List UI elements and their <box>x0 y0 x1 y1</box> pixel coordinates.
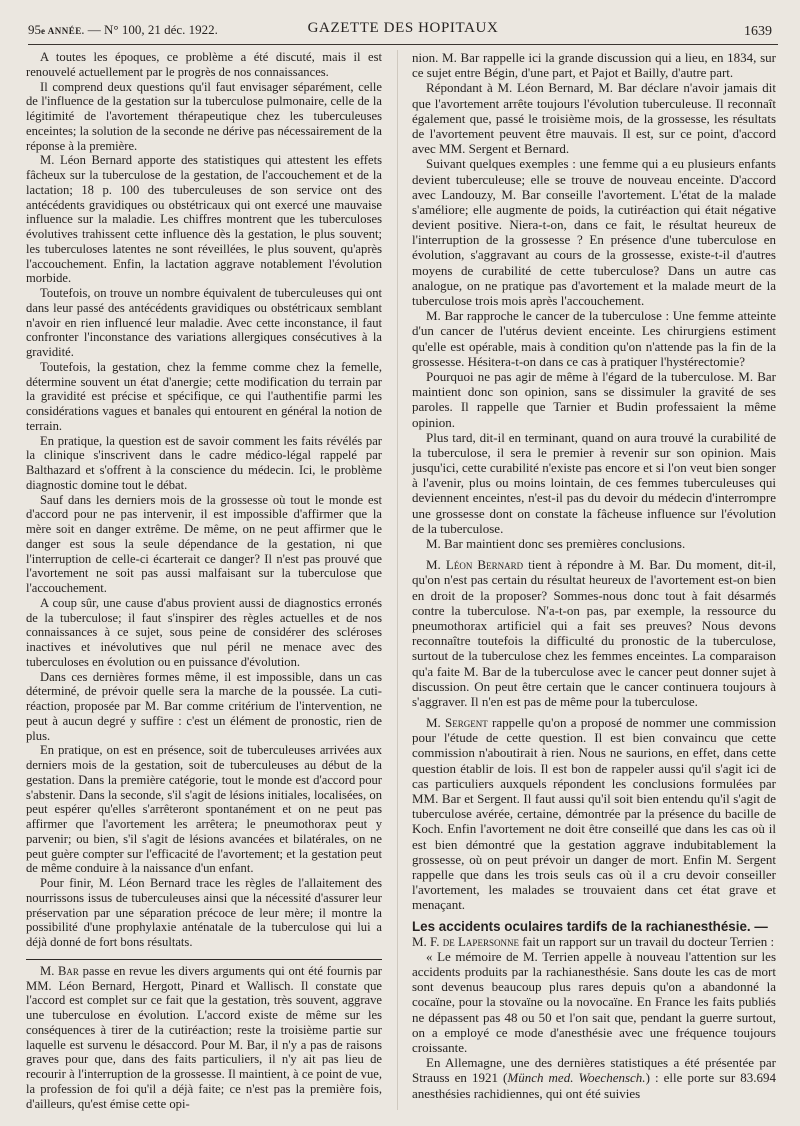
paragraph <box>412 715 776 912</box>
journal-title: GAZETTE DES HOPITAUX <box>307 20 499 36</box>
page-number: 1639 <box>744 24 772 39</box>
speaker-name: M. Bar <box>40 963 79 978</box>
paragraph <box>412 557 776 709</box>
left-column <box>26 50 382 1111</box>
paragraph-text: passe en revue les divers arguments qui ont été fournis par MM. Léon Bernard, Hergott, Pinard et Wallisch. Il constate que l'accord est complet sur ce fait que la gestation, très souvent, aggrave une tuberculose en évolution. L'accord existe de même sur les conséquences à tirer de la cutiréaction; reste la troisième partie sur laquelle est survenu le désaccord. Pour M. Bar, il n'y a pas de raisons graves pour que, dans des faits particuliers, il n'y ait pas lieu de recourir à l'interruption de la grossesse. Il maintient, à ce point de vue, la profession de foi qu'il a déjà faite; ce n'est pas la première fois, d'ailleurs, qu'est émise cette opi- <box>26 963 382 1111</box>
speaker-name: M. Léon Bernard <box>426 557 524 573</box>
paragraph <box>412 934 776 949</box>
paragraph: Dans ces dernières formes même, il est impossible, dans un cas déterminé, de prévoir quelle sera la marche de la poussée. La cuti-réaction, proposée par M. Bar comme critérium de l'intervention, ne peut à aucun degré y suffire : c'est un élément de pronostic, rien de plus. <box>26 669 382 743</box>
paragraph: Toutefois, la gestation, chez la femme comme chez la femelle, détermine souvent un état d'anergie; cette modification du terrain par la gravidité est précise et spécifique, ce qui l'authentifie parmi les considérations vagues et banales qui entourent en général la notion de terrain. <box>26 359 382 433</box>
speaker-name: M. Sergent <box>426 715 488 731</box>
section-dash: — <box>750 918 768 934</box>
paragraph: Sauf dans les derniers mois de la grossesse où tout le monde est d'accord pour ne pas intervenir, il est impossible d'affirmer que la mère soit en danger extrême. De même, on ne peut affirmer que le danger est sous la seule dépendance de la gestation, ni que l'interruption de celle-ci écarterait ce danger? Il n'est pas prouvé que l'avortement ne soit pas aussi malfaisant sur la tuberculose que l'accouchement. <box>26 492 382 595</box>
paragraph: nion. M. Bar rappelle ici la grande discussion qui a lieu, en 1834, sur ce sujet entre Bégin, d'une part, et Pajot et Bailly, d'autre part. <box>412 50 776 81</box>
column-divider <box>397 50 398 1110</box>
page-header <box>28 8 778 45</box>
paragraph: A toutes les époques, ce problème a été discuté, mais il est renouvelé actuellement par le progrès de nos connaissances. <box>26 50 382 79</box>
paragraph: Pourquoi ne pas agir de même à l'égard de la tuberculose. M. Bar maintient donc son opinion, sans se dissimuler la gravité de ses paroles. Il rappelle que Tarnier et Budin professaient la même opinion. <box>412 368 776 430</box>
paragraph: Il comprend deux questions qu'il faut envisager séparément, celle de l'influence de la gestation sur la tuberculose pulmonaire, celle de la légitimité de l'avortement thérapeutique chez les tuberculeuses enceintes; la solution de la seconde ne dérive pas nécessairement de la réponse à la première. <box>26 79 382 153</box>
paragraph-text: fait un rapport sur un travail du docteur Terrien : <box>518 933 775 949</box>
paragraph <box>26 964 382 1112</box>
paragraph: Suivant quelques exemples : une femme qui a eu plusieurs enfants devient tuberculeuse; elle se trouve de nouveau enceinte. D'accord avec Landouzy, M. Bar conseille l'avortement. L'état de la malade s'améliore; elle augmente de poids, la cutiréaction qui était négative devient positive. Niera-t-on, dans ce fait, le résultat heureux de l'interruption de la grossesse ? En présence d'une tuberculose en évolution, s'aggravant au cours de la grossesse, existe-t-il d'autres moyens de curabilité de cette tuberculose? Dans un autre cas analogue, on ne pratique pas d'avortement et la malade meurt de la tuberculose trois mois après l'accouchement. <box>412 156 776 308</box>
paragraph <box>412 1055 776 1101</box>
paragraph: « Le mémoire de M. Terrien appelle à nouveau l'attention sur les accidents produits par la rachianesthésie. Sans doute les cas de mort sont devenus beaucoup plus rares depuis qu'on a abandonné la cocaïne, pour la stovaïne ou la novocaïne. En France les faits publiés ne dépassent pas 48 ou 50 et l'on sait que, pendant la guerre surtout, on a employé ce mode d'anesthésie avec une fréquence toujours croissante. <box>412 948 776 1055</box>
section-rule <box>26 959 382 960</box>
paragraph-text: rappelle qu'on a proposé de nommer une commission pour l'étude de cette question. Il est bien convaincu que cette commission n'aboutirait à rien. Nous ne saurions, en effet, dans cette question établir de lois. Il est bon de rappeler aussi qu'il s'agit ici de cas particuliers auxquels répondent les conclusions formulées par MM. Bar et Sergent. Il faut aussi qu'il soit bien entendu qu'il s'agit de tuberculose avérée, certaine, démontrée par la présence du bacille de Koch. Enfin l'avortement ne doit être conseillé que dans les cas où il est bien démontré que la gestation aggrave indubitablement la grossesse, où on peut prévoir un danger de mort. Enfin M. Sergent rappelle que dans les trois seuls cas où il a cru devoir conseiller l'avortement, les malades se trouvaient dans cet état grave et menaçant. <box>412 715 776 913</box>
paragraph: M. Bar rapproche le cancer de la tuberculose : Une femme atteinte d'un cancer de l'utérus devient enceinte. Les chirurgiens estiment qu'elle est opérable, mais à condition qu'on n'attende pas la fin de la grossesse. Hésitera-t-on dans ce cas à pratiquer l'hystérectomie? <box>412 308 776 369</box>
paragraph: A coup sûr, une cause d'abus provient aussi de diagnostics erronés de la tuberculose; il faut s'inspirer des règles actuelles et de nos connaissances à ce sujet, sous peine de considérer des scléroses inactives et inévolutives que nul péril ne menace avec des tuberculoses en évolution ou en puissance d'évolution. <box>26 595 382 669</box>
paragraph: En pratique, on est en présence, soit de tuberculeuses arrivées aux derniers mois de la gestation, soit de tuberculeuses au début de la gestation. Dans la première catégorie, tout le monde est d'accord pour s'abstenir. Dans la seconde, s'il s'agit de lésions initiales, localisées, on peut espérer qu'elles s'arrêteront spontanément et on ne peut pas affirmer que l'avortement les arrêtera; le pneumothorax peut y parvenir; ou bien, s'il s'agit de lésions avancées et bilatérales, on ne peut guère compter sur l'efficacité de l'avortement; et la gestation peut de même conduire à la naissance d'un enfant. <box>26 743 382 876</box>
right-column <box>412 50 776 1101</box>
paragraph: Répondant à M. Léon Bernard, M. Bar déclare n'avoir jamais dit que l'avortement arrête toujours l'évolution tuberculeuse. Il reconnaît également que, passé le troisième mois, de la grossesse, les résultats de l'avortement peuvent être mauvais. Il est, sur ce point, d'accord avec MM. Sergent et Bernard. <box>412 80 776 157</box>
speaker-name: M. F. de Lapersonne <box>412 933 519 949</box>
year-number: 95 <box>28 22 41 37</box>
year-word: e ANNÉE. <box>41 26 85 36</box>
paragraph: Pour finir, M. Léon Bernard trace les règles de l'allaitement des nourrissons issus de tuberculeuses ainsi que la nécessité d'assurer leur préservation par une séparation précoce de leur mère; il montre la possibilité d'une prophylaxie anténatale de la tuberculose qui lui a déjà donné de fort bons résultats. <box>26 876 382 949</box>
paragraph: M. Bar maintient donc ses premières conclusions. <box>426 536 686 551</box>
paragraph: M. Léon Bernard apporte des statistiques qui attestent les effets fâcheux sur la tuberculose de la gestation, de l'accouchement et de la lactation; 18 p. 100 des tuberculeuses de son service ont des antécédents gravidiques ou obstétricaux qui ont exercé une mauvaise influence sur la maladie. Les chiffres montrent que les tuberculoses évolutives trahissent cette influence dès la gestation, le plus souvent; les tuberculoses latentes ne sont réveillées, le plus souvent, qu'après l'accouchement. Enfin, la lactation aggrave notablement l'évolution morbide. <box>26 153 382 286</box>
section-title: Les accidents oculaires tardifs de la rachianesthésie. <box>412 918 751 934</box>
paragraph: En pratique, la question est de savoir comment les faits révélés par la clinique s'inscrivent dans le cadre médico-légal rappelé par Balthazard et s'offrent à la conscience du médecin. Ici, le problème diagnostic domine tout le débat. <box>26 433 382 492</box>
section-heading <box>412 919 776 934</box>
paragraph-text: En Allemagne, une des dernières statistiques a été présentée par Strauss en 1921 ( <box>412 1055 776 1086</box>
paragraph: Toutefois, on trouve un nombre équivalent de tuberculeuses qui ont dans leur passé des antécédents gravidiques ou obstétricaux semblant n'avoir en rien influencé leur maladie. Avec cette inconstance, il faut confronter l'inconstance des variations allergiques consécutives à la gravidité. <box>26 286 382 359</box>
paragraph-text: tient à répondre à M. Bar. Du moment, dit-il, qu'on n'est pas certain du résultat heureux de l'avortement est-on bien en droit de la proposer? Sommes-nous donc tout à fait désarmés contre la tuberculose. N'a-t-on pas, par exemple, la ressource du pneumothorax artificiel qui a fait ses preuves? Nous devons reconnaître toutefois la difficulté du pronostic de la tuberculose, surtout de la tuberculose chez les femmes enceintes. La comparaison qu'a faite M. Bar de la tuberculose avec le cancer peut donner sujet à discussion. On peut être certain que le cancer continuera toujours à s'aggraver. Il n'en est pas de même pour la tuberculose. <box>412 557 776 709</box>
paragraph-text: ) : elle porte sur 83.694 anesthésies rachidiennes, qui ont été suivies <box>412 1070 776 1101</box>
paragraph: Plus tard, dit-il en terminant, quand on aura trouvé la curabilité de la tuberculose, il sera le premier à revenir sur son opinion. Mais jusqu'ici, cette curabilité n'existe pas encore et si l'on veut bien songer à l'avenir, plus ou moins lointain, de ces femmes tuberculeuses qui deviennent enceintes, n'est-il pas du devoir du médecin d'interrompre une grossesse dont on constate la fâcheuse influence sur l'évolution de la tuberculose. <box>412 429 776 536</box>
citation: Münch med. Woechensch. <box>507 1070 646 1086</box>
issue-number: — N° 100, 21 déc. 1922. <box>84 22 218 37</box>
